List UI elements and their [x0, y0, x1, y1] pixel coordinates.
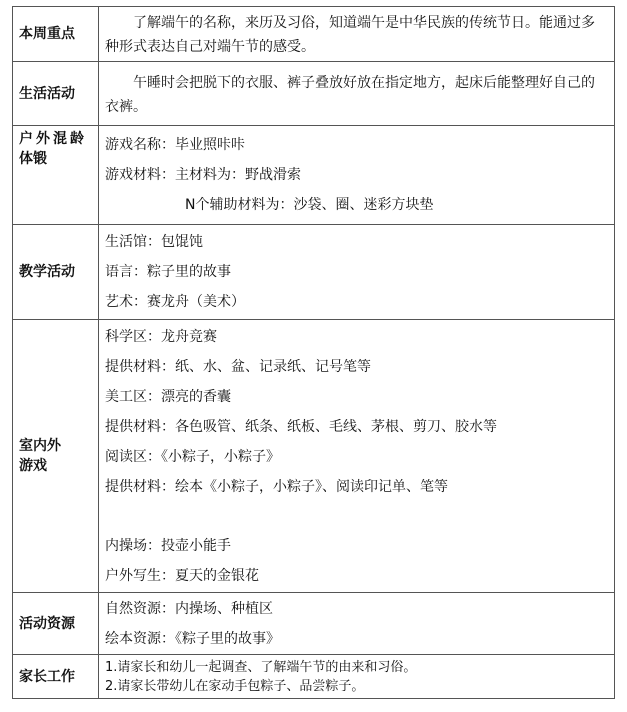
outdoor-play-cell [99, 126, 615, 225]
art-area: 美工区：漂亮的香囊 [105, 388, 231, 405]
art-material: 提供材料：各色吸管、纸条、纸板、毛线、茅根、剪刀、胶水等 [105, 418, 497, 435]
parents-item-2: 2.请家长带幼儿在家动手包粽子、品尝粽子。 [105, 678, 365, 694]
life-activity-text: 午睡时会把脱下的衣服、裤子叠放好放在指定地方，起床后能整理好自己的衣裤。 [105, 74, 595, 115]
weekly-focus-label: 本周重点 [13, 7, 99, 62]
outdoor-play-label-line2: 体锻 [19, 151, 47, 167]
reading-area: 阅读区：《小粽子，小粽子》 [105, 448, 280, 465]
teaching-label: 教学活动 [13, 225, 99, 320]
row-outdoor-play [13, 126, 615, 225]
outdoor-play-label-line1: 户外混龄 [19, 131, 87, 147]
teaching-item-2: 语言：粽子里的故事 [105, 264, 231, 280]
indoor-field: 内操场：投壶小能手 [105, 537, 231, 554]
science-area: 科学区：龙舟竞赛 [105, 328, 217, 345]
natural-resources: 自然资源：内操场、种植区 [105, 600, 273, 617]
games-cell [99, 320, 615, 593]
weekly-plan-table [12, 6, 615, 699]
row-weekly-focus [13, 7, 615, 62]
parents-label: 家长工作 [13, 655, 99, 699]
parents-item-1: 1.请家长和幼儿一起调查、了解端午节的由来和习俗。 [105, 659, 417, 675]
row-teaching [13, 225, 615, 320]
resources-label: 活动资源 [13, 593, 99, 655]
science-material: 提供材料：纸、水、盆、记录纸、记号笔等 [105, 358, 371, 375]
games-label [13, 320, 99, 593]
outdoor-sketch: 户外写生：夏天的金银花 [105, 567, 259, 584]
picture-book-resources: 绘本资源：《粽子里的故事》 [105, 630, 280, 647]
parents-cell [99, 655, 615, 699]
row-resources [13, 593, 615, 655]
aux-material: N个辅助材料为：沙袋、圈、迷彩方块垫 [185, 197, 434, 213]
game-material: 游戏材料：主材料为：野战滑索 [105, 167, 301, 183]
row-indoor-outdoor-games [13, 320, 615, 593]
life-activity-cell [99, 62, 615, 126]
resources-cell [99, 593, 615, 655]
blank-spacer [105, 502, 608, 531]
row-life-activity [13, 62, 615, 126]
row-parents [13, 655, 615, 699]
game-name: 游戏名称：毕业照咔咔 [105, 137, 245, 153]
teaching-cell [99, 225, 615, 320]
outdoor-play-label [13, 126, 99, 225]
teaching-item-3: 艺术：赛龙舟（美术） [105, 294, 245, 310]
teaching-item-1: 生活馆：包馄饨 [105, 234, 203, 250]
weekly-focus-text: 了解端午的名称，来历及习俗，知道端午是中华民族的传统节日。能通过多种形式表达自己对端午节的感受。 [105, 15, 595, 55]
games-label-line2: 游戏 [19, 458, 47, 474]
life-activity-label: 生活活动 [13, 62, 99, 126]
games-label-line1: 室内外 [19, 438, 61, 454]
reading-material: 提供材料：绘本《小粽子，小粽子》、阅读印记单、笔等 [105, 478, 448, 495]
weekly-focus-cell [99, 7, 615, 62]
